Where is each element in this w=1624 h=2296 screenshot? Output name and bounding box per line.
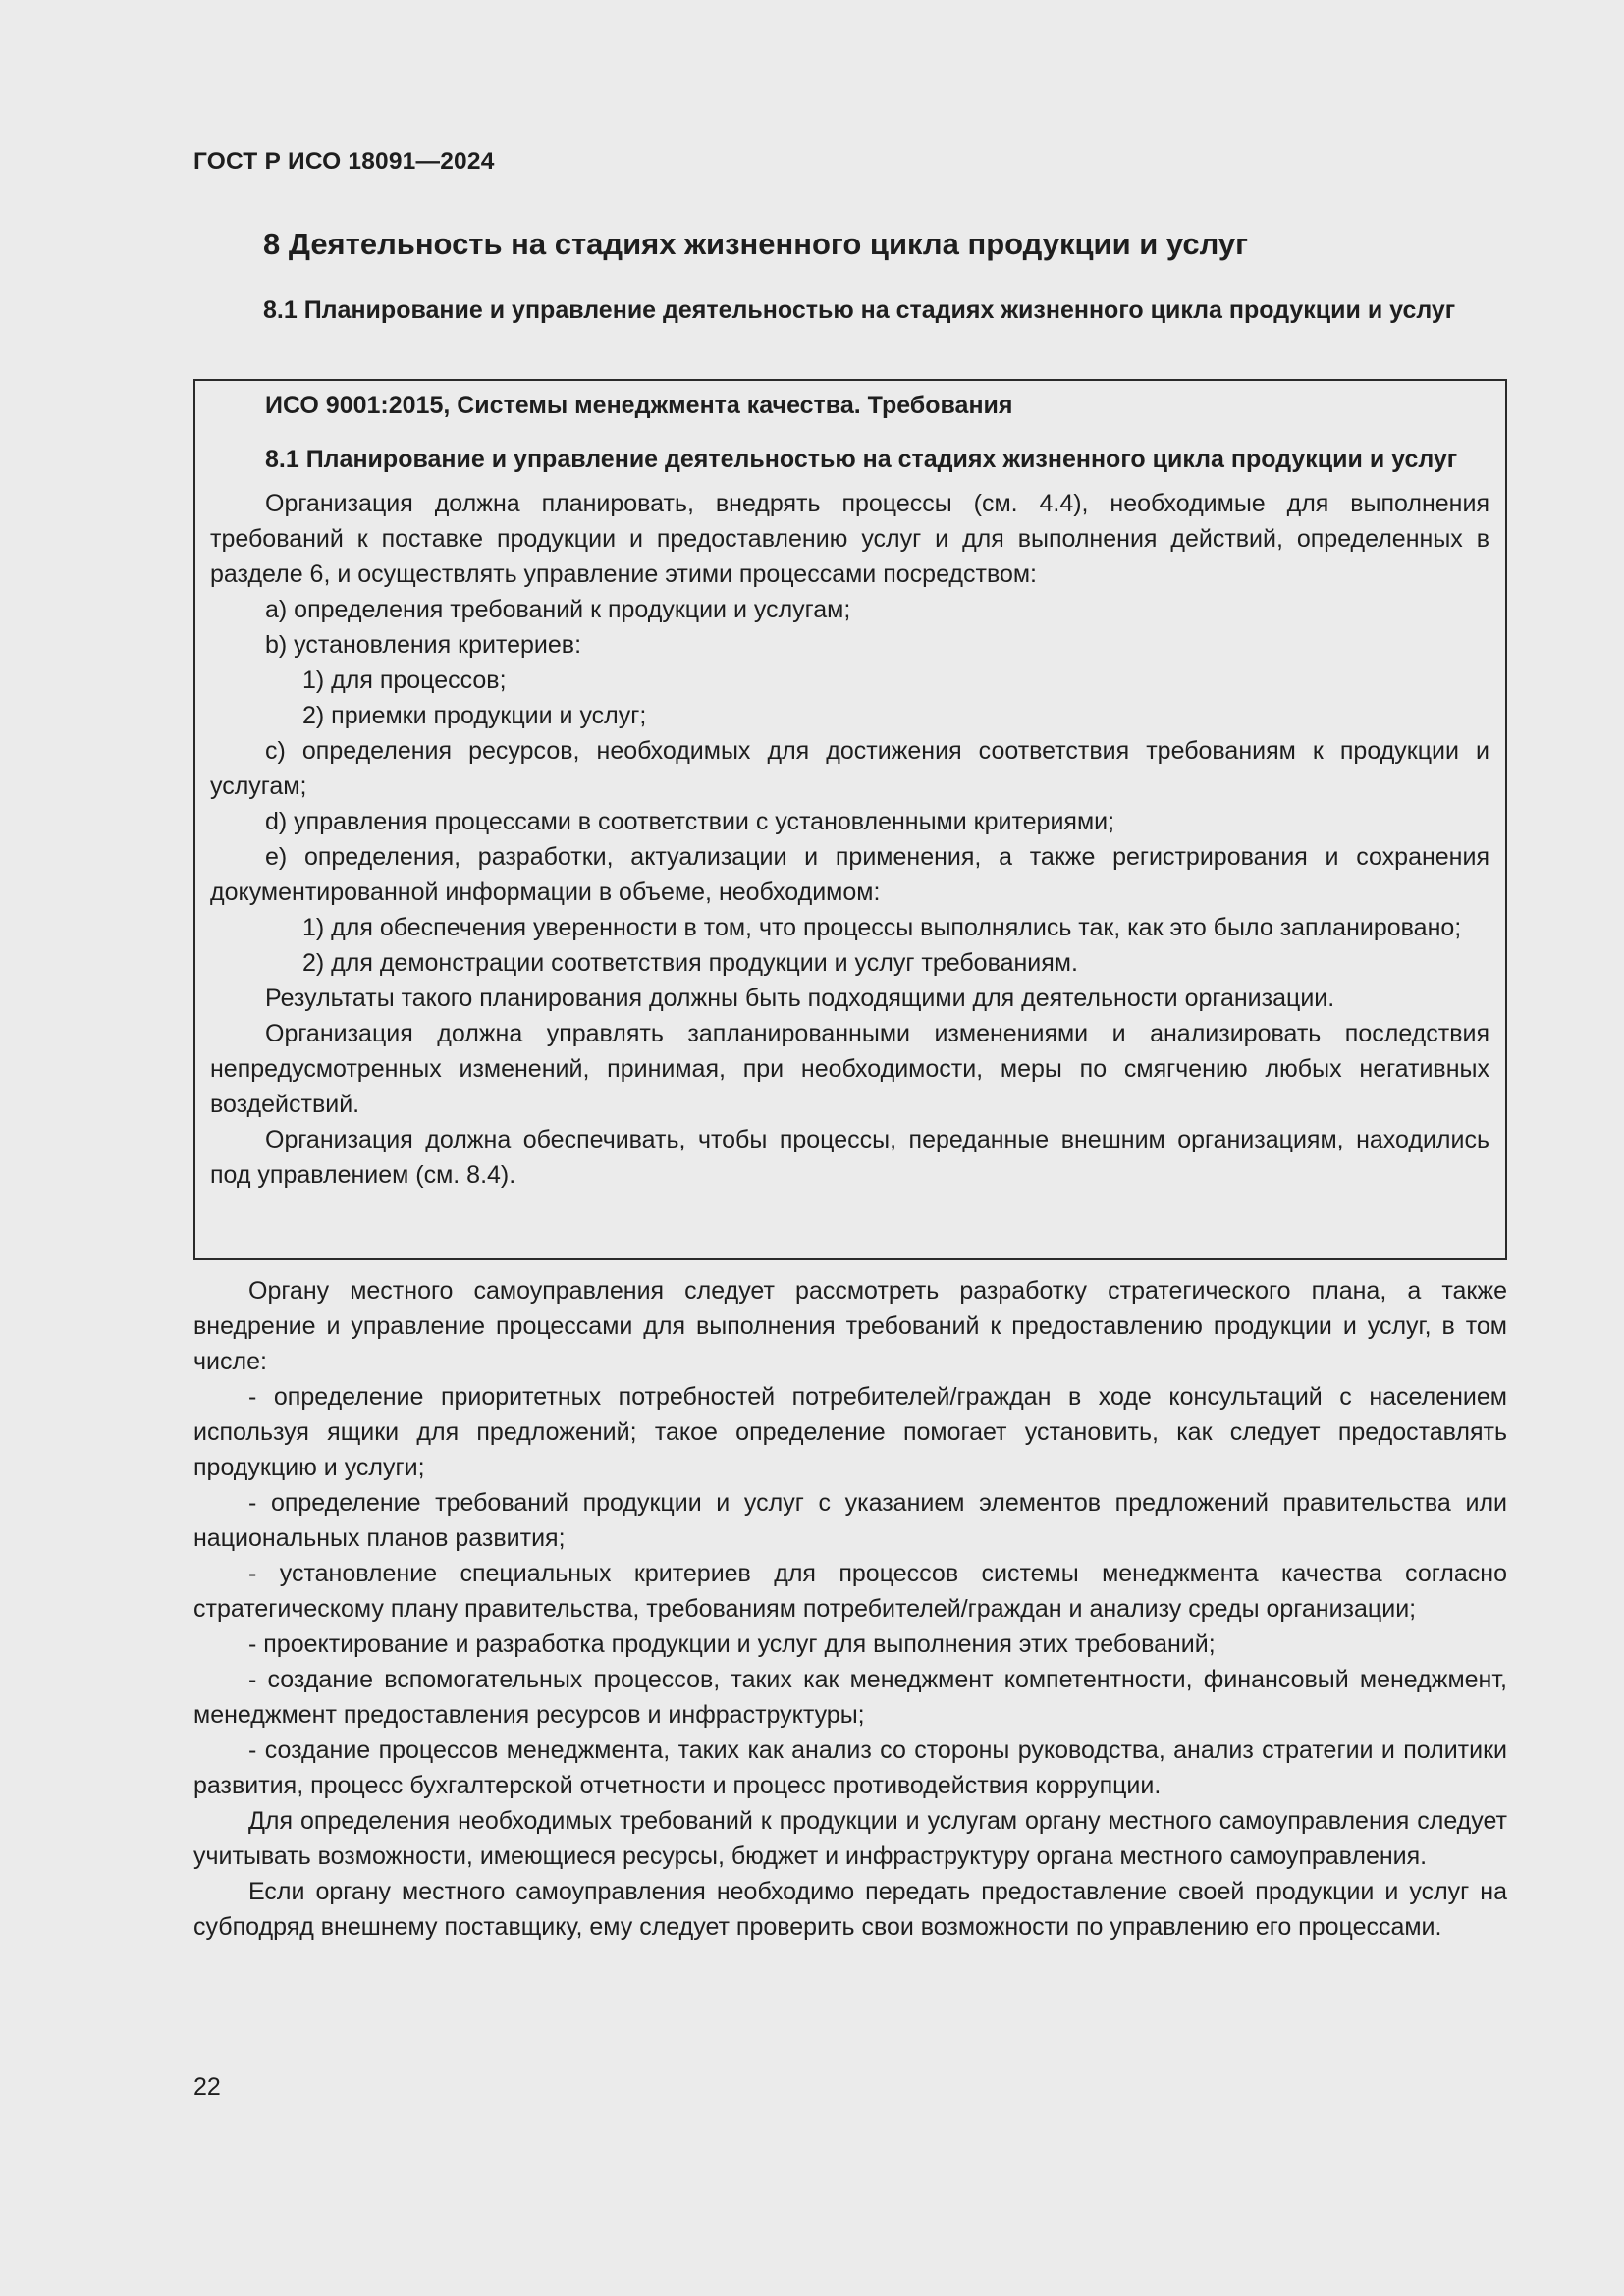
- body-bullet-1: - определение приоритетных потребностей потребителей/граждан в ходе консультаций с населением используя ящики для предложений; такое определение помогает установить, как следует предоставлять продукцию и услуги;: [193, 1383, 1507, 1481]
- iso-list-item-e2: 2) для демонстрации соответствия продукции и услуг требованиям.: [302, 949, 1078, 977]
- body-intro-paragraph: Органу местного самоуправления следует рассмотреть разработку стратегического плана, а также внедрение и управление процессами для выполнения требований к предоставлению продукции и услуг, в том числе:: [193, 1277, 1507, 1375]
- standard-header: ГОСТ Р ИСО 18091—2024: [193, 148, 495, 175]
- iso-quote-box: [193, 379, 1507, 1260]
- iso-list-item-c: с) определения ресурсов, необходимых для достижения соответствия требованиям к продукции и услугам;: [210, 737, 1489, 800]
- body-bullet-4: - проектирование и разработка продукции и услуг для выполнения этих требований;: [248, 1630, 1216, 1658]
- body-text: [193, 1273, 1507, 1945]
- iso-list-item-e1: 1) для обеспечения уверенности в том, что процессы выполнялись так, как это было запланировано;: [302, 914, 1462, 941]
- iso-list-item-b2: 2) приемки продукции и услуг;: [302, 702, 647, 729]
- iso-list-item-b: b) установления критериев:: [265, 631, 582, 659]
- iso-box-heading: ИСО 9001:2015, Системы менеджмента качества. Требования: [265, 392, 1013, 419]
- iso-intro-paragraph: Организация должна планировать, внедрять процессы (см. 4.4), необходимые для выполнения требований к поставке продукции и предоставлению услуг и для выполнения действий, определенных в разделе 6, и осуществлять управление этими процессами посредством:: [210, 490, 1489, 588]
- iso-list-item-e: е) определения, разработки, актуализации и применения, а также регистрирования и сохранения документированной информации в объеме, необходимом:: [210, 843, 1489, 906]
- iso-list-item-a: а) определения требований к продукции и услугам;: [265, 596, 851, 623]
- body-bullet-6: - создание процессов менеджмента, таких как анализ со стороны руководства, анализ стратегии и политики развития, процесс бухгалтерской отчетности и процесс противодействия коррупции.: [193, 1736, 1507, 1799]
- iso-changes-paragraph: Организация должна управлять запланированными изменениями и анализировать последствия непредусмотренных изменений, принимая, при необходимости, меры по смягчению любых негативных воздействий.: [210, 1020, 1489, 1118]
- iso-box-subheading: 8.1 Планирование и управление деятельностью на стадиях жизненного цикла продукции и услуг: [265, 446, 1458, 473]
- body-bullet-3: - установление специальных критериев для процессов системы менеджмента качества согласно стратегическому плану правительства, требованиям потребителей/граждан и анализу среды организации;: [193, 1560, 1507, 1623]
- page-number: 22: [193, 2073, 221, 2101]
- body-requirements-paragraph: Для определения необходимых требований к продукции и услугам органу местного самоуправления следует учитывать возможности, имеющиеся ресурсы, бюджет и инфраструктуру органа местного самоуправления.: [193, 1807, 1507, 1870]
- body-subcontract-paragraph: Если органу местного самоуправления необходимо передать предоставление своей продукции и услуг на субподряд внешнему поставщику, ему следует проверить свои возможности по управлению его процессами.: [193, 1878, 1507, 1941]
- iso-list-item-d: d) управления процессами в соответствии с установленными критериями;: [265, 808, 1115, 835]
- document-page: [193, 0, 1507, 2296]
- iso-outsourced-paragraph: Организация должна обеспечивать, чтобы процессы, переданные внешним организациям, находились под управлением (см. 8.4).: [210, 1126, 1489, 1189]
- body-bullet-5: - создание вспомогательных процессов, таких как менеджмент компетентности, финансовый менеджмент, менеджмент предоставления ресурсов и инфраструктуры;: [193, 1666, 1507, 1729]
- section-title: 8 Деятельность на стадиях жизненного цикла продукции и услуг: [263, 227, 1249, 261]
- iso-list-item-b1: 1) для процессов;: [302, 667, 507, 694]
- body-bullet-2: - определение требований продукции и услуг с указанием элементов предложений правительства или национальных планов развития;: [193, 1489, 1507, 1552]
- iso-result-paragraph: Результаты такого планирования должны быть подходящими для деятельности организации.: [265, 985, 1335, 1012]
- subsection-title: 8.1 Планирование и управление деятельностью на стадиях жизненного цикла продукции и услуг: [263, 296, 1456, 324]
